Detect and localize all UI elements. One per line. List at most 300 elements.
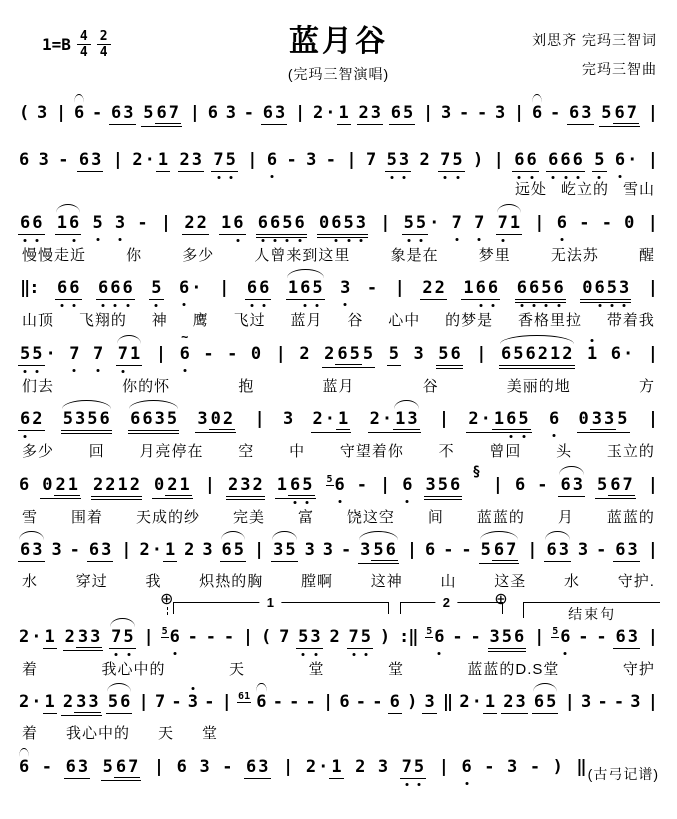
note: 6 [493,540,505,560]
lyric-word: 远处 [514,181,547,198]
beam-group [479,542,520,564]
lyric-word: 人曾来到这里 [254,246,351,264]
lyric-word: 我 [145,573,162,590]
note: 3 [114,215,126,232]
note: 6 [514,626,525,647]
note: 6 [97,280,109,297]
beam-group [492,542,519,561]
note-gap [447,292,462,293]
note: 6 [299,280,311,297]
note: · [480,409,491,429]
note-gap [104,227,114,228]
note: 6 [385,540,396,560]
beam-group [400,756,427,779]
note: 1 [157,150,169,170]
beam-group [558,474,585,497]
note: 0 [582,278,593,298]
note-gap [368,227,378,228]
note: · [31,626,42,647]
lyrics-row [14,180,663,200]
beam-group [219,212,246,235]
note: 3 [202,540,213,560]
beam-group [156,152,170,172]
note: 6 [556,215,568,232]
note: 2 [422,278,433,298]
barline: | [647,540,657,560]
note: · [45,343,56,364]
octave-dot-below [314,653,317,656]
beam-group [466,411,531,433]
note-gap [209,227,219,228]
note-gap [40,292,55,293]
lyric-word: 慢慢走近 [22,246,87,264]
note: ( [19,103,30,123]
note: 6 [450,343,461,364]
note-gap [366,771,377,772]
credit-lyricist: 刘思齐 完玛三智词 [532,32,657,48]
note: 6 [130,409,141,429]
note-gap [124,164,131,165]
note: 3 [38,150,49,170]
note-gap [216,489,226,490]
octave-dot-below [286,239,289,242]
octave-dot-below [564,652,567,655]
music-row [14,681,663,728]
lyric-word: 着 [22,660,39,678]
octave-dot-below [598,176,601,179]
song-title: 蓝月谷 [289,25,388,58]
music-row [14,267,663,315]
octave-dot-below [96,238,99,241]
credits [532,26,657,85]
note: 0 [154,474,165,495]
note: - [171,692,182,712]
barline: | [242,626,253,647]
grace-note: 5 [326,473,333,485]
note-gap [238,164,245,165]
beam-group [114,756,141,778]
note: 6 [433,629,445,646]
note-gap [566,292,581,293]
note-gap [462,489,472,490]
beam-group [483,694,497,714]
beam-group [18,411,45,431]
barline: | [380,474,390,495]
key-label: 1=B [42,35,71,54]
note-gap [487,358,499,359]
note: - [470,626,481,647]
note: 5 [233,540,244,560]
note-gap [53,771,64,772]
note-gap [391,227,401,228]
beam-group [608,474,635,496]
note: - [137,212,148,233]
note: 3 [355,215,367,232]
octave-dot-below [294,501,297,504]
note: 6 [516,280,528,297]
note: 1 [509,212,521,233]
beam-group [195,411,236,433]
note: 6 [78,150,90,170]
note-gap [126,227,136,228]
music-row [14,616,663,664]
octave-dot-below [456,176,459,179]
lyric-word: 神 [151,312,168,329]
octave-dot-below [418,783,421,786]
note-gap [81,358,93,359]
note: 6 [111,103,122,123]
beam-group [317,212,368,238]
note: 2 [312,409,323,429]
note: 3 [197,409,208,429]
note-gap [635,227,645,228]
octave-dot-below [352,653,355,656]
barline: ‖ [442,692,453,712]
note: 5 [386,152,398,169]
note: · [324,409,336,429]
octave-dot-below [36,239,39,242]
note: 2 [503,692,514,712]
beam-group [64,756,91,779]
note: 1 [338,103,349,123]
note: - [243,103,254,123]
note: 6 [65,756,76,777]
note: 3 [591,409,603,429]
note: 1 [56,212,67,233]
note: 5 [301,477,313,494]
time-signature-44: $\frac{4}{4}$ [77,30,91,59]
lyric-word: 雪山 [622,181,655,198]
barline: ‖: [20,278,39,298]
lyric-word: 富 [297,508,314,526]
note: - [459,103,470,123]
lyric-word: 完美 [232,508,265,526]
note: 3 [51,540,62,560]
note: 6 [19,411,31,428]
barline: | [647,150,657,170]
note-gap [149,227,159,228]
note: 0 [578,409,589,429]
beam-group [211,152,238,172]
note: 2 [228,474,239,495]
beam-group [261,105,288,125]
note: 3 [495,103,506,123]
lyric-word: 天 [158,725,175,742]
note: 2 [105,474,116,495]
coda-icon: ⊕ [160,590,174,608]
note: 3 [91,150,102,170]
note: 3 [627,626,638,647]
note: - [596,626,607,647]
beam-group [347,626,374,649]
note: 6 [593,280,605,297]
note-gap [298,164,305,165]
note: 3 [627,540,638,560]
beam-group [296,626,323,649]
note-gap [203,292,218,293]
octave-dot-below [390,176,393,179]
note: 1 [117,474,128,495]
note: 2 [32,409,43,429]
barline: | [492,474,502,495]
barline: | [564,692,574,712]
beam-group [499,343,575,369]
lyrics-row [14,442,663,462]
octave-dot-below [438,652,441,655]
music-row [14,92,663,139]
note: 7 [622,474,633,495]
octave-dot-below [405,783,408,786]
octave-dot-below [479,304,482,307]
note: 5 [501,626,513,647]
octave-dot-below [407,239,410,242]
barline: | [155,343,166,364]
note: 2 [132,150,143,170]
octave-dot-below [610,304,613,307]
note: 6 [525,343,536,364]
note-gap [440,227,450,228]
note: 5 [593,152,605,169]
note: 2 [313,103,324,123]
note-gap [90,771,101,772]
note: 5 [360,629,372,646]
octave-dot-below [522,435,525,438]
beam-group [77,152,104,172]
beam-group [18,343,45,366]
barline: | [380,212,390,233]
beam-group [43,626,57,649]
note: 3 [258,756,269,777]
note-gap [406,292,421,293]
barline: | [647,278,657,298]
octave-dot-below [24,435,27,438]
note-gap [265,489,275,490]
barline: | [647,343,658,364]
note: 5 [438,343,449,364]
note: 2 [358,103,369,123]
note: 6 [533,692,545,712]
octave-dot-below [335,239,338,242]
note: 6 [487,280,499,297]
note-gap [541,771,552,772]
barline: | [283,756,293,777]
lyrics-row [14,660,663,680]
note-gap [377,164,384,165]
beam-group [61,411,112,434]
note: 5 [91,215,103,232]
note-gap [30,771,41,772]
lyric-word: 穿过 [75,573,108,590]
note: · [191,278,202,298]
grace-note: 5 [161,625,168,637]
note-gap [351,423,367,424]
note: 6 [115,756,127,777]
note-gap [419,641,425,642]
barline: | [647,212,657,233]
lyric-word: 间 [427,508,444,526]
octave-dot-below [114,304,117,307]
beam-group [149,280,163,300]
note: 3 [76,692,87,712]
note: 6 [88,540,100,560]
music-row [14,529,663,576]
beam-group [337,105,351,125]
lyric-word: 鹰 [192,312,209,329]
beam-group [43,694,57,714]
note: - [305,692,316,712]
note: 6 [20,540,31,560]
note: 7 [117,346,129,363]
octave-dot-below [478,238,481,241]
note: 6 [389,692,400,712]
note-gap [317,164,324,165]
octave-dot-below [24,370,27,373]
volta-bracket-1 [173,594,389,614]
note: 6 [532,103,543,123]
note-gap [70,164,77,165]
beam-group [387,343,401,366]
lyric-word: 守护. [617,573,655,590]
octave-dot-below [102,304,105,307]
beam-group [163,542,177,562]
barline: | [527,540,537,560]
lyric-word: 心中 [388,312,421,329]
segno-icon: § [472,463,481,480]
lyric-word: 不 [438,443,455,460]
note-gap [463,227,473,228]
barline: | [423,103,433,123]
note: 5 [285,540,296,560]
note: 6 [334,477,346,494]
beam-group [371,542,398,561]
lyric-word: 蓝蓝的 [476,508,525,526]
note: 3 [32,540,43,560]
note: 3 [425,474,436,495]
note: 3 [187,694,199,711]
note: · [318,756,329,777]
note: 6 [547,152,559,169]
note: 1 [395,409,406,429]
note: 6 [475,280,487,297]
note-gap [539,164,546,165]
note: 6 [559,629,571,646]
note-gap [590,227,600,228]
lyric-word: 的梦是 [445,312,494,329]
lyric-word: 屹立的 [560,181,609,198]
note-gap [505,164,512,165]
note: 2 [369,409,380,429]
note-gap [165,771,176,772]
octave-dot-below [465,782,468,785]
beam-group [567,105,594,125]
note: 5 [349,343,360,364]
note: 6 [289,477,301,494]
note: - [529,756,541,777]
octave-dot-below [520,304,523,307]
barline: | [406,540,417,560]
note: 6 [615,540,626,560]
barline: | [493,150,503,170]
note-gap [233,706,237,707]
performer-subtitle: (完玛三智演唱) [287,66,390,82]
ending-label: 结束句 [568,605,617,622]
note-gap [546,227,556,228]
note: 5 [480,540,491,560]
lyric-word: 天 [228,660,245,678]
note: 6 [68,280,80,297]
note: 2 [19,692,30,712]
barline: | [56,103,66,123]
note: 7 [506,540,517,560]
note-gap [638,164,645,165]
beam-group [438,152,465,172]
lyrics-row [14,572,663,592]
note: 6 [257,215,269,232]
lyric-word: 炽热的胸 [199,573,264,590]
note: 2 [459,692,470,712]
note-gap [236,423,252,424]
note-gap [45,227,55,228]
note: 6 [401,477,413,494]
note: 3 [577,540,589,560]
note: 2 [434,278,445,298]
note: - [92,103,103,123]
music-row [14,139,663,184]
octave-dot-below [623,304,626,307]
note-gap [496,771,507,772]
note-gap [636,489,646,490]
volta-2-label: 2 [436,595,457,610]
note: 2 [19,626,30,647]
octave-dot-below [518,176,521,179]
grace-note: 5 [552,625,559,637]
note: 2 [468,409,479,429]
barline: | [204,474,214,495]
note: 6 [572,152,584,169]
octave-dot-below [533,304,536,307]
note-gap [81,489,91,490]
note: 7 [212,152,224,169]
note-gap [311,358,323,359]
note: 3 [407,409,418,429]
note-gap [598,358,610,359]
lyric-word: 蓝蓝的D.S堂 [467,660,560,678]
note-gap [504,489,514,490]
note: - [550,103,561,123]
beam-group [580,280,631,303]
note: 3 [37,103,48,123]
note: 7 [110,629,122,646]
beam-group [385,152,412,172]
barline: | [253,540,264,560]
beam-group [109,105,136,125]
note: 6 [56,280,68,297]
lyric-word: 蓝月 [322,377,355,395]
note: 6 [294,215,306,232]
octave-dot-below [364,653,367,656]
note: 3 [309,629,321,646]
beam-group [496,212,523,235]
volta-bracket-2 [400,594,503,614]
note: 3 [572,474,583,495]
note: 5 [373,540,384,560]
note: 6 [109,280,121,297]
note-gap [426,771,437,772]
note: 6 [74,103,85,123]
note: 7 [168,103,179,123]
note-gap [564,771,575,772]
note: 6 [548,411,560,428]
